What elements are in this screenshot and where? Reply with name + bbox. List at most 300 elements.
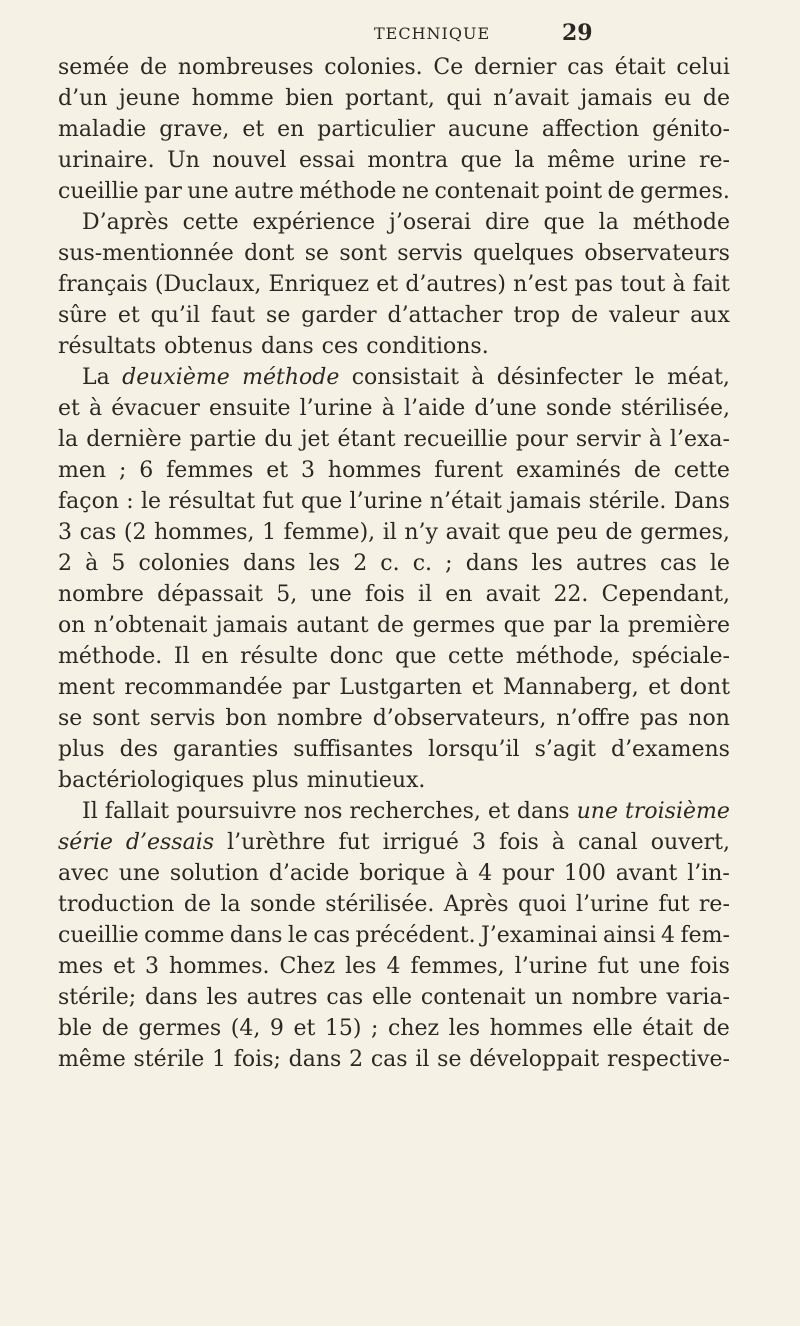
word: l’urine <box>349 489 423 514</box>
word: avec <box>58 861 109 886</box>
word: sont <box>339 241 387 266</box>
word: fut <box>262 489 294 514</box>
word: dire <box>484 210 530 235</box>
word: donc <box>329 644 384 669</box>
word: 4 <box>386 954 401 979</box>
word: Lustgarten <box>339 675 463 700</box>
text-line <box>58 176 730 207</box>
word: obtenus <box>164 334 253 359</box>
word: sus-mentionnée <box>58 241 234 266</box>
text-line <box>58 920 730 951</box>
word: Dans <box>673 489 730 514</box>
text-line <box>58 858 730 889</box>
word: et <box>58 396 80 421</box>
word: l’urine <box>575 892 649 917</box>
word: que <box>300 489 343 514</box>
word: d’acide <box>268 861 350 886</box>
word: stérilisée, <box>620 396 730 421</box>
word: dernière <box>86 427 182 452</box>
text-line <box>58 455 730 486</box>
word: une <box>118 861 161 886</box>
word: hommes. <box>169 954 270 979</box>
word: colonies <box>138 551 230 576</box>
word: de <box>101 1016 129 1041</box>
word: que <box>503 613 545 638</box>
word: deuxième <box>122 365 230 390</box>
word: recueillie <box>403 427 508 452</box>
word: ouvert, <box>650 830 730 855</box>
word: d’observateurs, <box>372 706 547 731</box>
word: en <box>201 644 229 669</box>
word: par <box>553 613 591 638</box>
word: fois; <box>233 1047 281 1072</box>
word: suffisantes <box>293 737 414 762</box>
word: jamais <box>215 613 288 638</box>
word: ; <box>118 458 127 483</box>
word: re- <box>698 148 730 173</box>
word: série <box>58 830 113 855</box>
text-line <box>58 548 730 579</box>
word: varia- <box>666 985 730 1010</box>
word: dont <box>679 675 730 700</box>
word: pas <box>639 706 679 731</box>
word: servis <box>397 241 463 266</box>
text-line <box>58 889 730 920</box>
word: résulte <box>240 644 318 669</box>
word: une <box>576 799 618 824</box>
word: jet <box>300 427 330 452</box>
word: dans <box>229 923 283 948</box>
word: servis <box>149 706 216 731</box>
word: la <box>58 427 79 452</box>
word: nos <box>303 799 343 824</box>
word: 6 <box>139 458 154 483</box>
word: les <box>448 1016 481 1041</box>
word: méthode <box>632 210 730 235</box>
word: fut <box>597 954 629 979</box>
word: dépassait <box>157 582 263 607</box>
word: hommes, <box>154 520 255 545</box>
word: par <box>144 179 182 204</box>
word: d’autres) <box>405 272 506 297</box>
word: du <box>264 427 293 452</box>
word: en <box>277 117 305 142</box>
word: contenait <box>420 985 526 1010</box>
word: était <box>642 1016 694 1041</box>
word: n’obtenait <box>93 613 208 638</box>
word: troisième <box>625 799 730 824</box>
text-line <box>58 827 730 858</box>
word: de <box>183 892 211 917</box>
word: à <box>551 830 565 855</box>
word: Cependant, <box>601 582 730 607</box>
word: et <box>113 954 136 979</box>
word: français <box>58 272 148 297</box>
word: : <box>126 489 134 514</box>
word: femmes <box>166 458 254 483</box>
word: re- <box>698 892 730 917</box>
word: dans <box>242 551 296 576</box>
word: 2 <box>349 1047 364 1072</box>
word: servir <box>575 427 641 452</box>
word: s’agit <box>534 737 596 762</box>
body-text <box>58 52 730 1075</box>
word: borique <box>359 861 446 886</box>
word: méthode <box>242 365 340 390</box>
text-line <box>58 83 730 114</box>
word: la <box>220 892 241 917</box>
word: valeur <box>608 303 680 328</box>
running-head <box>0 20 800 46</box>
word: désinfecter <box>496 365 623 390</box>
word: dont <box>244 241 295 266</box>
word: aux <box>690 303 730 328</box>
word: Il <box>173 644 190 669</box>
word: femme), <box>283 520 376 545</box>
word: les <box>531 551 563 576</box>
word: dans <box>288 1047 342 1072</box>
word: aucune <box>447 117 529 142</box>
text-line <box>58 641 730 672</box>
word: nombre <box>276 706 363 731</box>
word: Un <box>167 148 200 173</box>
word: ensuite <box>208 396 291 421</box>
word: que <box>395 644 437 669</box>
word: ainsi <box>602 923 656 948</box>
word: sûre <box>58 303 107 328</box>
word: stérilisée. <box>325 892 435 917</box>
word: et <box>266 458 289 483</box>
word: sont <box>92 706 140 731</box>
word: dans <box>144 985 198 1010</box>
word: Il <box>82 799 98 824</box>
word: même <box>547 148 615 173</box>
word: fois <box>499 830 539 855</box>
word: à <box>455 861 469 886</box>
word: chez <box>388 1016 440 1041</box>
word: par <box>292 675 330 700</box>
text-line <box>58 1013 730 1044</box>
word: spéciale- <box>631 644 730 669</box>
word: cas <box>79 520 117 545</box>
word: dans <box>465 551 519 576</box>
word: examinés <box>516 458 621 483</box>
word: plus <box>58 737 105 762</box>
word: une <box>187 179 229 204</box>
word: autant <box>296 613 369 638</box>
word: et <box>376 272 399 297</box>
word: 3 <box>145 954 160 979</box>
word: homme <box>191 86 274 111</box>
word: de <box>607 179 635 204</box>
word: la <box>514 148 535 173</box>
word: cette <box>673 458 730 483</box>
word: nombreuses <box>177 55 314 80</box>
text-line <box>58 145 730 176</box>
word: ble <box>58 1016 93 1041</box>
word: l’urine <box>514 954 588 979</box>
word: nombre <box>571 985 658 1010</box>
word: développait <box>469 1047 600 1072</box>
word: irrigué <box>382 830 459 855</box>
word: faut <box>210 303 256 328</box>
word: méthode. <box>58 644 163 669</box>
word: non <box>688 706 730 731</box>
word: la <box>599 613 620 638</box>
word: de <box>139 55 168 80</box>
word: que <box>543 210 585 235</box>
word: elle <box>371 985 413 1010</box>
page-number: 29 <box>562 20 593 46</box>
word: méat, <box>667 365 730 390</box>
word: jeune <box>118 86 181 111</box>
word: fut <box>658 892 690 917</box>
word: 3 <box>301 458 316 483</box>
word: n’était <box>429 489 502 514</box>
word: fem- <box>680 923 730 948</box>
word: le <box>709 551 730 576</box>
word: consistait <box>351 365 459 390</box>
word: particulier <box>317 117 435 142</box>
word: d’examens <box>610 737 730 762</box>
word: fait <box>692 272 730 297</box>
text-line <box>58 238 730 269</box>
word: il <box>382 520 397 545</box>
word: 5 <box>111 551 126 576</box>
word: et <box>471 675 494 700</box>
word: cette <box>182 210 239 235</box>
word: bon <box>225 706 267 731</box>
text-line <box>58 517 730 548</box>
text-line <box>58 672 730 703</box>
word: n’y <box>404 520 438 545</box>
word: une <box>638 954 681 979</box>
word: il <box>417 582 433 607</box>
text-line <box>58 610 730 641</box>
word: comme <box>144 923 225 948</box>
word: minutieux. <box>306 768 426 793</box>
word: bactériologiques <box>58 768 245 793</box>
word: colonies. <box>324 55 423 80</box>
word: le <box>141 489 162 514</box>
word: qu’il <box>150 303 200 328</box>
word: se <box>304 241 330 266</box>
word: d’essais <box>125 830 215 855</box>
word: avant <box>615 861 678 886</box>
word: urine <box>627 148 687 173</box>
word: poursuivre <box>176 799 297 824</box>
word: conditions. <box>366 334 489 359</box>
word: solution <box>169 861 259 886</box>
text-line <box>58 982 730 1013</box>
word: et <box>648 675 671 700</box>
word: germes. <box>640 179 730 204</box>
word: expérience <box>252 210 376 235</box>
word: génito- <box>652 117 730 142</box>
word: cas <box>660 551 697 576</box>
word: contenait <box>434 179 540 204</box>
word: en <box>445 582 473 607</box>
word: fallait <box>104 799 170 824</box>
word: celui <box>676 55 730 80</box>
word: résultats <box>58 334 157 359</box>
word: de <box>702 1016 730 1041</box>
word: 15) <box>324 1016 362 1041</box>
word: J’examinai <box>480 923 598 948</box>
word: (2 <box>123 520 147 545</box>
word: cueillie <box>58 179 139 204</box>
word: l’in- <box>687 861 730 886</box>
word: les <box>308 551 341 576</box>
word: n’avait <box>493 86 569 111</box>
word: nombre <box>58 582 144 607</box>
word: autres <box>246 985 318 1010</box>
word: 22. <box>553 582 589 607</box>
word: n’offre <box>556 706 630 731</box>
text-line <box>58 52 730 83</box>
word: 100 <box>563 861 606 886</box>
word: Mannaberg, <box>502 675 639 700</box>
word: jamais <box>509 489 582 514</box>
word: montra <box>367 148 449 173</box>
word: (Duclaux, <box>154 272 262 297</box>
word: les <box>206 985 238 1010</box>
text-line <box>58 765 730 796</box>
word: 9 <box>269 1016 284 1041</box>
word: d’une <box>474 396 537 421</box>
word: d’un <box>58 86 108 111</box>
text-line <box>58 114 730 145</box>
word: semée <box>58 55 130 80</box>
word: pour <box>502 861 555 886</box>
word: 2 <box>58 551 72 576</box>
word: étant <box>337 427 396 452</box>
word: germes <box>138 1016 222 1041</box>
word: et <box>293 1016 316 1041</box>
word: le <box>634 365 655 390</box>
word: se <box>266 303 291 328</box>
word: cas <box>313 923 351 948</box>
word: l’exa- <box>669 427 730 452</box>
word: femmes, <box>410 954 505 979</box>
text-line <box>58 207 730 238</box>
word: à <box>471 365 485 390</box>
word: méthode <box>299 179 397 204</box>
word: furent <box>434 458 504 483</box>
word: 3 <box>58 520 72 545</box>
word: cette <box>448 644 505 669</box>
text-line <box>58 362 730 393</box>
word: pas <box>574 272 614 297</box>
word: urinaire. <box>58 148 155 173</box>
word: ne <box>401 179 430 204</box>
word: grave, <box>159 117 230 142</box>
word: à <box>89 396 103 421</box>
word: la <box>598 210 619 235</box>
word: D’après <box>82 210 169 235</box>
word: 1 <box>262 520 277 545</box>
word: avait <box>445 520 501 545</box>
word: première <box>627 613 730 638</box>
word: observateurs <box>584 241 730 266</box>
word: dans <box>260 334 314 359</box>
word: à <box>85 551 99 576</box>
word: se <box>58 706 83 731</box>
word: stérile; <box>58 985 137 1010</box>
word: 5, <box>276 582 298 607</box>
word: d’attacher <box>387 303 503 328</box>
text-line <box>58 951 730 982</box>
word: stérile <box>133 1047 205 1072</box>
word: à <box>672 272 686 297</box>
word: les <box>345 954 377 979</box>
word: germes <box>412 613 496 638</box>
word: peu <box>556 520 598 545</box>
word: et <box>242 117 265 142</box>
word: une <box>310 582 352 607</box>
word: La <box>82 365 110 390</box>
word: précédent. <box>355 923 476 948</box>
word: germes, <box>640 520 730 545</box>
word: avait <box>485 582 541 607</box>
word: ment <box>58 675 115 700</box>
word: dans <box>516 799 570 824</box>
word: n’est <box>513 272 568 297</box>
word: c. <box>380 551 400 576</box>
word: 3 <box>472 830 486 855</box>
word: ces <box>321 334 359 359</box>
word: quelques <box>473 241 575 266</box>
word: évacuer <box>111 396 200 421</box>
word: hommes <box>489 1016 584 1041</box>
word: 4 <box>478 861 493 886</box>
word: maladie <box>58 117 147 142</box>
word: jamais <box>580 86 653 111</box>
word: troduction <box>58 892 175 917</box>
word: cas <box>326 985 364 1010</box>
word: portant, <box>345 86 435 111</box>
text-line <box>58 393 730 424</box>
word: elle <box>592 1016 633 1041</box>
word: sonde <box>250 892 316 917</box>
word: et <box>487 799 510 824</box>
text-line <box>58 300 730 331</box>
word: l’aide <box>403 396 466 421</box>
word: lorsqu’il <box>428 737 520 762</box>
word: sonde <box>545 396 612 421</box>
word: tout <box>620 272 666 297</box>
word: (4, <box>230 1016 261 1041</box>
word: bien <box>285 86 334 111</box>
text-line <box>58 486 730 517</box>
word: stérile. <box>588 489 667 514</box>
word: de <box>605 520 633 545</box>
word: façon <box>58 489 119 514</box>
word: 2 <box>353 551 368 576</box>
word: méthode, <box>515 644 620 669</box>
word: on <box>58 613 86 638</box>
word: cas <box>567 55 604 80</box>
word: men <box>58 458 107 483</box>
word: qui <box>446 86 482 111</box>
word: à <box>381 396 395 421</box>
word: essai <box>299 148 355 173</box>
word: point <box>544 179 603 204</box>
word: plus <box>252 768 299 793</box>
word: des <box>119 737 159 762</box>
text-line <box>58 734 730 765</box>
word: autre <box>234 179 294 204</box>
